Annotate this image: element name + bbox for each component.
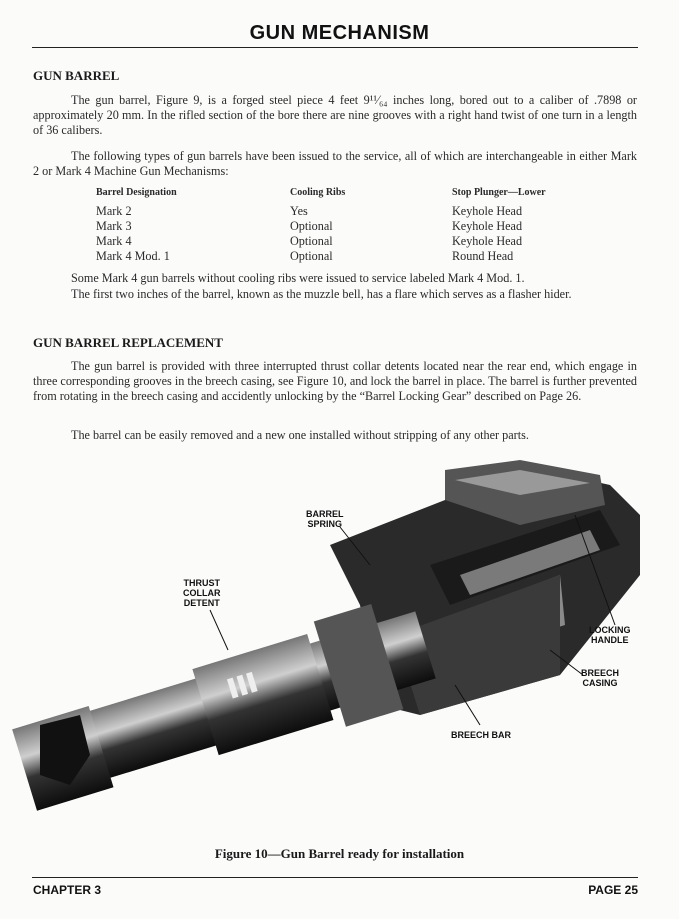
table-cell: Optional <box>290 249 333 263</box>
label-barrel-spring <box>306 509 344 529</box>
label-line: LOCKING <box>589 625 631 635</box>
table-header <box>96 185 612 200</box>
paragraph <box>33 287 637 302</box>
label-line: SPRING <box>307 519 342 529</box>
footer-rule <box>32 877 638 878</box>
label-thrust-collar-detent <box>183 578 221 608</box>
label-line: BARREL <box>306 509 344 519</box>
table-cell: Optional <box>290 234 333 248</box>
table-cell: Keyhole Head <box>452 204 523 218</box>
label-line: BREECH <box>581 668 620 678</box>
table-cell: Keyhole Head <box>452 219 523 233</box>
paragraph <box>33 428 637 443</box>
section-heading-gun-barrel: GUN BARREL <box>33 68 120 83</box>
paragraph <box>33 271 637 286</box>
table-cell: Mark 4 Mod. 1 <box>96 249 170 263</box>
paragraph-text: The first two inches of the barrel, known as the muzzle bell, has a flare which serves as a flasher hider. <box>71 287 572 301</box>
label-line: HANDLE <box>591 635 629 645</box>
paragraph-text: The gun barrel, Figure 9, is a forged steel piece 4 feet 9¹¹⁄₆₄ inches long, bored out to a caliber of .7898 or approximately 20 mm. In the rifled section of the bore there are nine grooves with a right hand twist of one turn in a length of 36 calibers. <box>33 93 637 137</box>
label-breech-bar: BREECH BAR <box>451 730 512 740</box>
label-line: COLLAR <box>183 588 221 598</box>
figure-caption: Figure 10—Gun Barrel ready for installation <box>214 846 465 861</box>
page-title: GUN MECHANISM <box>249 22 430 44</box>
footer-page-number: PAGE 25 <box>588 883 638 897</box>
label-line: DETENT <box>183 598 220 608</box>
label-line: CASING <box>582 678 618 688</box>
table-cell: Keyhole Head <box>452 234 523 248</box>
table-cell: Mark 4 <box>96 234 132 248</box>
table-row <box>96 234 612 249</box>
label-locking-handle <box>589 625 631 645</box>
barrel-types-table <box>96 185 612 264</box>
label-line: THRUST <box>183 578 220 588</box>
label-breech-casing <box>581 668 619 688</box>
paragraph <box>33 149 637 179</box>
paragraph <box>33 93 637 138</box>
section-heading-barrel-replacement: GUN BARREL REPLACEMENT <box>33 335 223 350</box>
table-cell: Round Head <box>452 249 514 263</box>
table-cell: Mark 2 <box>96 204 132 218</box>
table-cell: Optional <box>290 219 333 233</box>
footer-chapter: CHAPTER 3 <box>33 883 102 897</box>
column-header: Cooling Ribs <box>290 187 346 198</box>
paragraph-text: The following types of gun barrels have been issued to the service, all of which are interchangeable in either Mark 2 or Mark 4 Machine Gun Mechanisms: <box>33 149 637 178</box>
table-cell: Yes <box>290 204 308 218</box>
table-cell: Mark 3 <box>96 219 132 233</box>
paragraph-text: Some Mark 4 gun barrels without cooling ribs were issued to service labeled Mark 4 Mod. 1. <box>71 271 525 285</box>
table-row <box>96 204 612 219</box>
column-header: Stop Plunger—Lower <box>452 187 546 198</box>
paragraph-text: The barrel can be easily removed and a new one installed without stripping of any other parts. <box>71 428 529 442</box>
paragraph <box>33 359 637 404</box>
paragraph-text: The gun barrel is provided with three interrupted thrust collar detents located near the rear end, which engage in three corresponding grooves in the breech casing, see Figure 10, and lock the barrel in place. The barrel is further prevented from rotating in the breech casing and accidently unlocking by the “Barrel Locking Gear” described on Page 26. <box>33 359 637 403</box>
table-row <box>96 249 612 264</box>
table-row <box>96 219 612 234</box>
header-rule <box>32 47 638 48</box>
column-header: Barrel Designation <box>96 187 177 198</box>
